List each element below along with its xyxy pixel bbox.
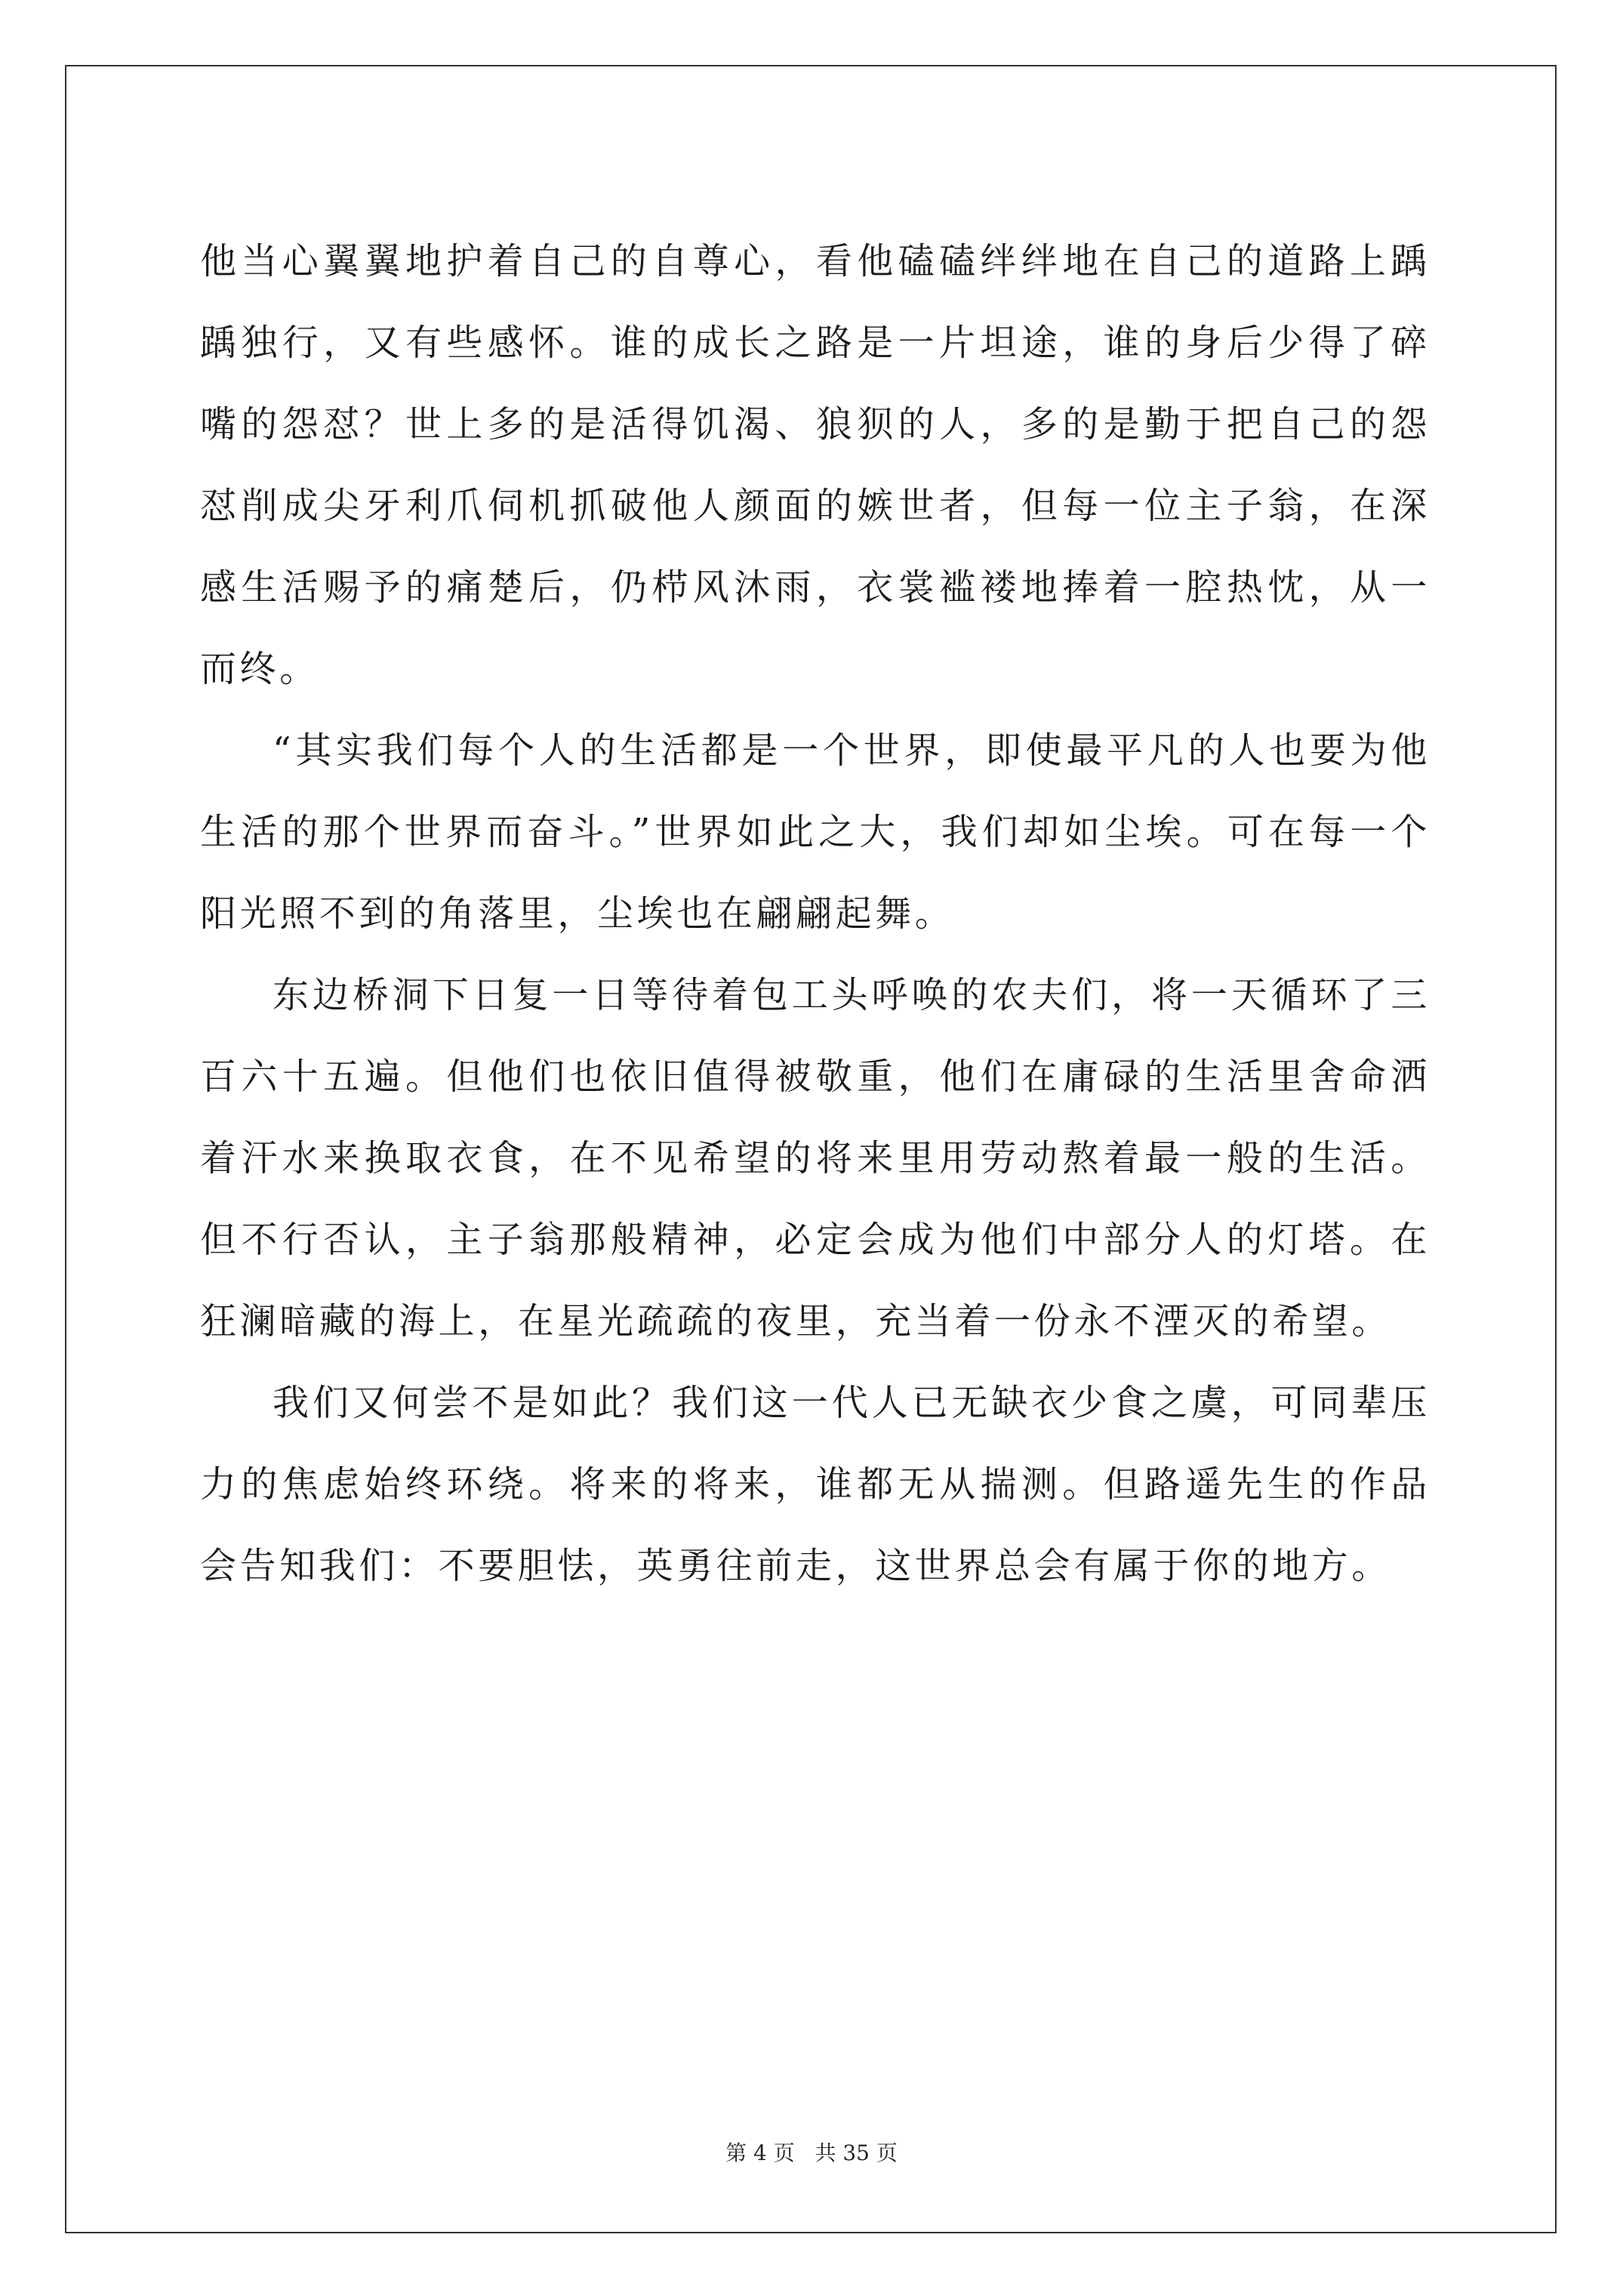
page-total: 共 35 页 [815,2140,898,2165]
paragraph-1: 他当心翼翼地护着自己的自尊心，看他磕磕绊绊地在自己的道路上踽踽独行，又有些感怀。谁的成长之路是一片坦途，谁的身后少得了碎嘴的怨怼？世上多的是活得饥渴、狼狈的人，多的是勤于把自己的怨怼削成尖牙利爪伺机抓破他人颜面的嫉世者，但每一位主子翁，在深感生活赐予的痛楚后，仍栉风沐雨，衣裳褴褛地捧着一腔热忱，从一而终。 [200,240,1431,690]
page-footer [0,2138,1623,2168]
paragraph-2: “其实我们每个人的生活都是一个世界，即使最平凡的人也要为他生活的那个世界而奋斗。”世界如此之大，我们却如尘埃。可在每一个阳光照不到的角落里，尘埃也在翩翩起舞。 [200,729,1431,935]
paragraph-4: 我们又何尝不是如此？我们这一代人已无缺衣少食之虞，可同辈压力的焦虑始终环绕。将来的将来，谁都无从揣测。但路遥先生的作品会告知我们：不要胆怯，英勇往前走，这世界总会有属于你的地方。 [200,1382,1431,1587]
paragraph-3: 东边桥洞下日复一日等待着包工头呼唤的农夫们，将一天循环了三百六十五遍。但他们也依旧值得被敬重，他们在庸碌的生活里舍命洒着汗水来换取衣食，在不见希望的将来里用劳动熬着最一般的生活。但不行否认，主子翁那般精神，必定会成为他们中部分人的灯塔。在狂澜暗藏的海上，在星光疏疏的夜里，充当着一份永不湮灭的希望。 [200,974,1431,1342]
page-number: 第 4 页 [725,2140,795,2165]
document-body [200,220,1431,1607]
